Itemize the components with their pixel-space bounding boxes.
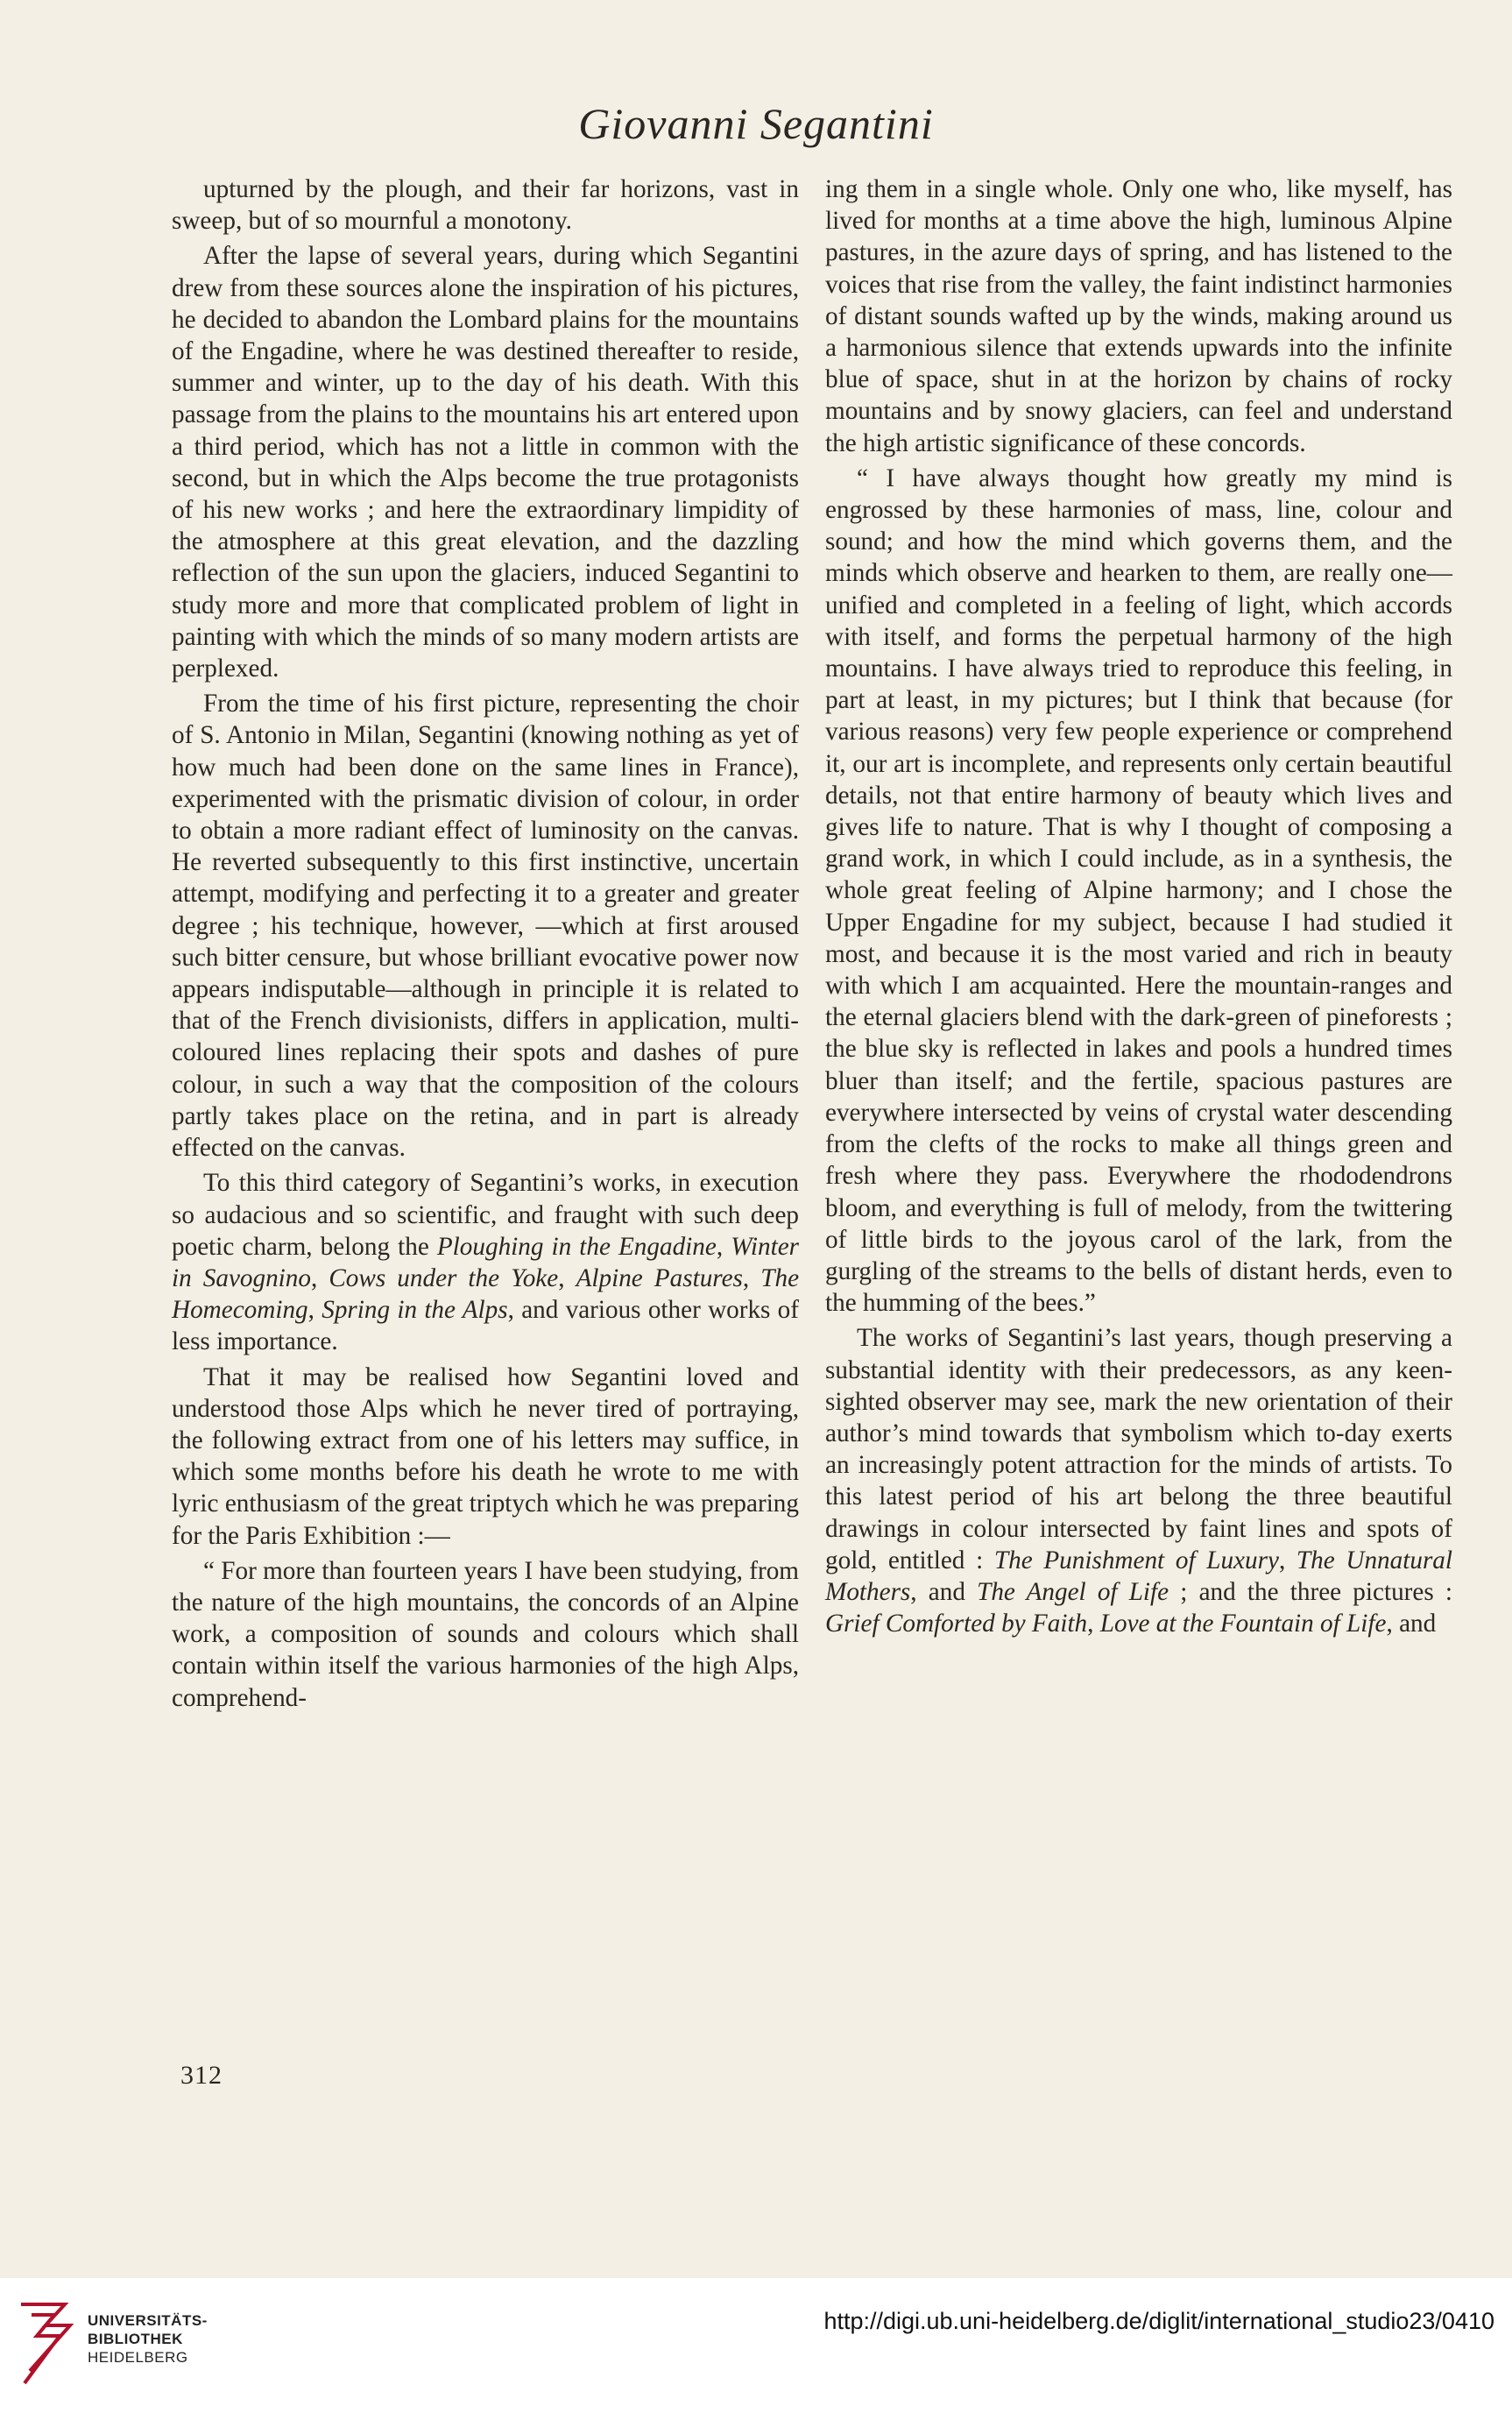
paragraph [172, 240, 799, 684]
text-run: The works of Segantini’s last years, though preserving a substantial identity with their predecessors, as any keen-sighted observer may see, mark the new orientation of their author’s mind towards that symbolism which to-day exerts an increasingly potent attraction for the minds of artists. To this latest period of his art belong the three beautiful drawings in colour intersected by faint lines and spots of gold, entitled : [825, 1324, 1452, 1574]
source-url-link[interactable]: http://digi.ub.uni-heidelberg.de/diglit/international_studio23/0410 [823, 2308, 1494, 2334]
artwork-title: Grief Comforted by Faith [825, 1610, 1088, 1638]
paragraph [825, 173, 1452, 459]
artwork-title: The Homecoming [172, 1263, 800, 1325]
paragraph [825, 463, 1452, 1319]
text-run: From the time of his first picture, representing the choir of S. Antonio in Milan, Segantini (knowing nothing as yet of how much had been done on the same lines in France), experimented with the prismatic division of colour, in order to obtain a more radiant effect of luminosity on the canvas. He reverted subsequently to this first instinctive, uncertain attempt, modifying and perfecting it to a greater and greater degree ; his technique, however, —which at first aroused such bitter censure, but whose brilliant evocative power now appears indisputable—although in principle it is related to that of the French divisionists, differs in application, multi-coloured lines replacing their spots and dashes of pure colour, in such a way that the composition of the colours partly takes place on the retina, and in part is already effected on the canvas. [172, 690, 799, 1163]
text-run: , and [1386, 1610, 1437, 1638]
text-run: After the lapse of several years, during which Segantini drew from these sources alone the inspiration of his pictures, he decided to abandon the Lombard plains for the mountains of the Engadine, where he was destined thereafter to reside, summer and winter, up to the day of his death. With this passage from the plains to the mountains his art entered upon a third period, which has not a little in common with the second, but in which the Alps become the true protagonists of his new works ; and here the extraordinary limpidity of the atmosphere at this great elevation, and the dazzling reflection of the sun upon the glaciers, induced Segantini to study more and more that complicated problem of light in painting with which the minds of so many modern artists are perplexed. [172, 242, 799, 683]
artwork-title: Love at the Fountain of Life [1099, 1610, 1387, 1638]
paragraph [172, 1167, 799, 1357]
library-footer [0, 2278, 1512, 2413]
text-run: , [742, 1263, 761, 1292]
text-run: “ For more than fourteen years I have been studying, from the nature of the high mountains, the concords of an Alpine work, a composition of sounds and colours which shall contain within itself the various harmonies of the high Alps, comprehend- [172, 1556, 800, 1712]
artwork-title: The Punishment of Luxury [993, 1546, 1279, 1574]
text-run: To this third category of Segantini’s works, in execution so audacious and so scientific, and fraught with such deep poetic charm, belong the [172, 1169, 799, 1261]
paragraph [172, 1555, 799, 1714]
text-run: ; and the three pictures : [1169, 1577, 1452, 1606]
text-run: That it may be realised how Segantini loved and understood those Alps which he never tired of portraying, the following extract from one of his letters may suffice, in which some months before his death he wrote to me with lyric enthusiasm of the great triptych which he was preparing for the Paris Exhibition :— [172, 1362, 799, 1550]
library-name-line-3: HEIDELBERG [88, 2349, 188, 2366]
artwork-title: Winter in Savognino [172, 1232, 800, 1292]
artwork-title: Alpine Pastures [576, 1263, 743, 1292]
library-name [88, 2311, 208, 2367]
artwork-title: Spring in the Alps [321, 1296, 508, 1325]
right-column [825, 173, 1452, 1639]
library-name-line-2: BIBLIOTHEK [88, 2331, 183, 2347]
artwork-title: The Unnatural Mothers [825, 1546, 1453, 1606]
running-header: Giovanni Segantini [578, 99, 934, 148]
text-run: , [307, 1296, 322, 1325]
left-column [172, 173, 799, 1714]
paragraph [825, 1322, 1452, 1639]
paragraph [172, 1362, 799, 1552]
text-run: upturned by the plough, and their far horizons, vast in sweep, but of so mournful a monotony. [172, 175, 799, 236]
paragraph [172, 173, 799, 237]
text-run: , [1278, 1546, 1297, 1574]
text-run: ing them in a single whole. Only one who, like myself, has lived for months at a time above the high, luminous Alpine pastures, in the azure days of spring, and has listened to the voices that rise from the valley, the faint indistinct harmonies of distant sounds wafted up by the winds, making around us a harmonious silence that extends upwards into the infinite blue of space, shut in at the horizon by chains of rocky mountains and by snowy glaciers, can feel and understand the high artistic significance of these concords. [825, 175, 1452, 457]
paragraph [172, 688, 799, 1164]
page-number: 312 [180, 2061, 223, 2090]
text-run: , [310, 1263, 329, 1292]
library-logo-icon [12, 2296, 81, 2392]
artwork-title: The Angel of Life [977, 1577, 1169, 1606]
library-name-line-1: UNIVERSITÄTS- [88, 2312, 208, 2329]
text-run: , [558, 1263, 576, 1292]
text-run: , and various other works of less importance. [172, 1296, 799, 1356]
text-run: , [1087, 1610, 1100, 1638]
artwork-title: Ploughing in the Engadine [436, 1232, 717, 1261]
text-run: , [716, 1232, 731, 1261]
artwork-title: Cows under the Yoke [329, 1263, 559, 1292]
text-run: , and [910, 1577, 978, 1606]
text-run: “ I have always thought how greatly my mind is engrossed by these harmonies of mass, line, colour and sound; and how the mind which governs them, and the minds which observe and hearken to them, are really one—unified and completed in a feeling of light, which accords with itself, and forms the perpetual harmony of the high mountains. I have always tried to reproduce this feeling, in part at least, in my pictures; but I think that because (for various reasons) very few people experience or comprehend it, our art is incomplete, and represents only certain beautiful details, not that entire harmony of beauty which lives and gives life to nature. That is why I thought of composing a grand work, in which I could include, as in a synthesis, the whole great feeling of Alpine harmony; and I chose the Upper Engadine for my subject, because I had studied it most, and because it is the most varied and rich in beauty with which I am acquainted. Here the mountain-ranges and the eternal glaciers blend with the dark-green of pineforests ; the blue sky is reflected in lakes and pools a hundred times bluer than itself; and the fertile, spacious pastures are everywhere intersected by veins of crystal water descending from the clefts of the rocks to make all things green and fresh where they pass. Everywhere the rhododendrons bloom, and everything is full of melody, from the twittering of little birds to the joyous carol of the lark, from the gurgling of the streams to the bells of distant herds, even to the humming of the bees.” [825, 463, 1452, 1318]
